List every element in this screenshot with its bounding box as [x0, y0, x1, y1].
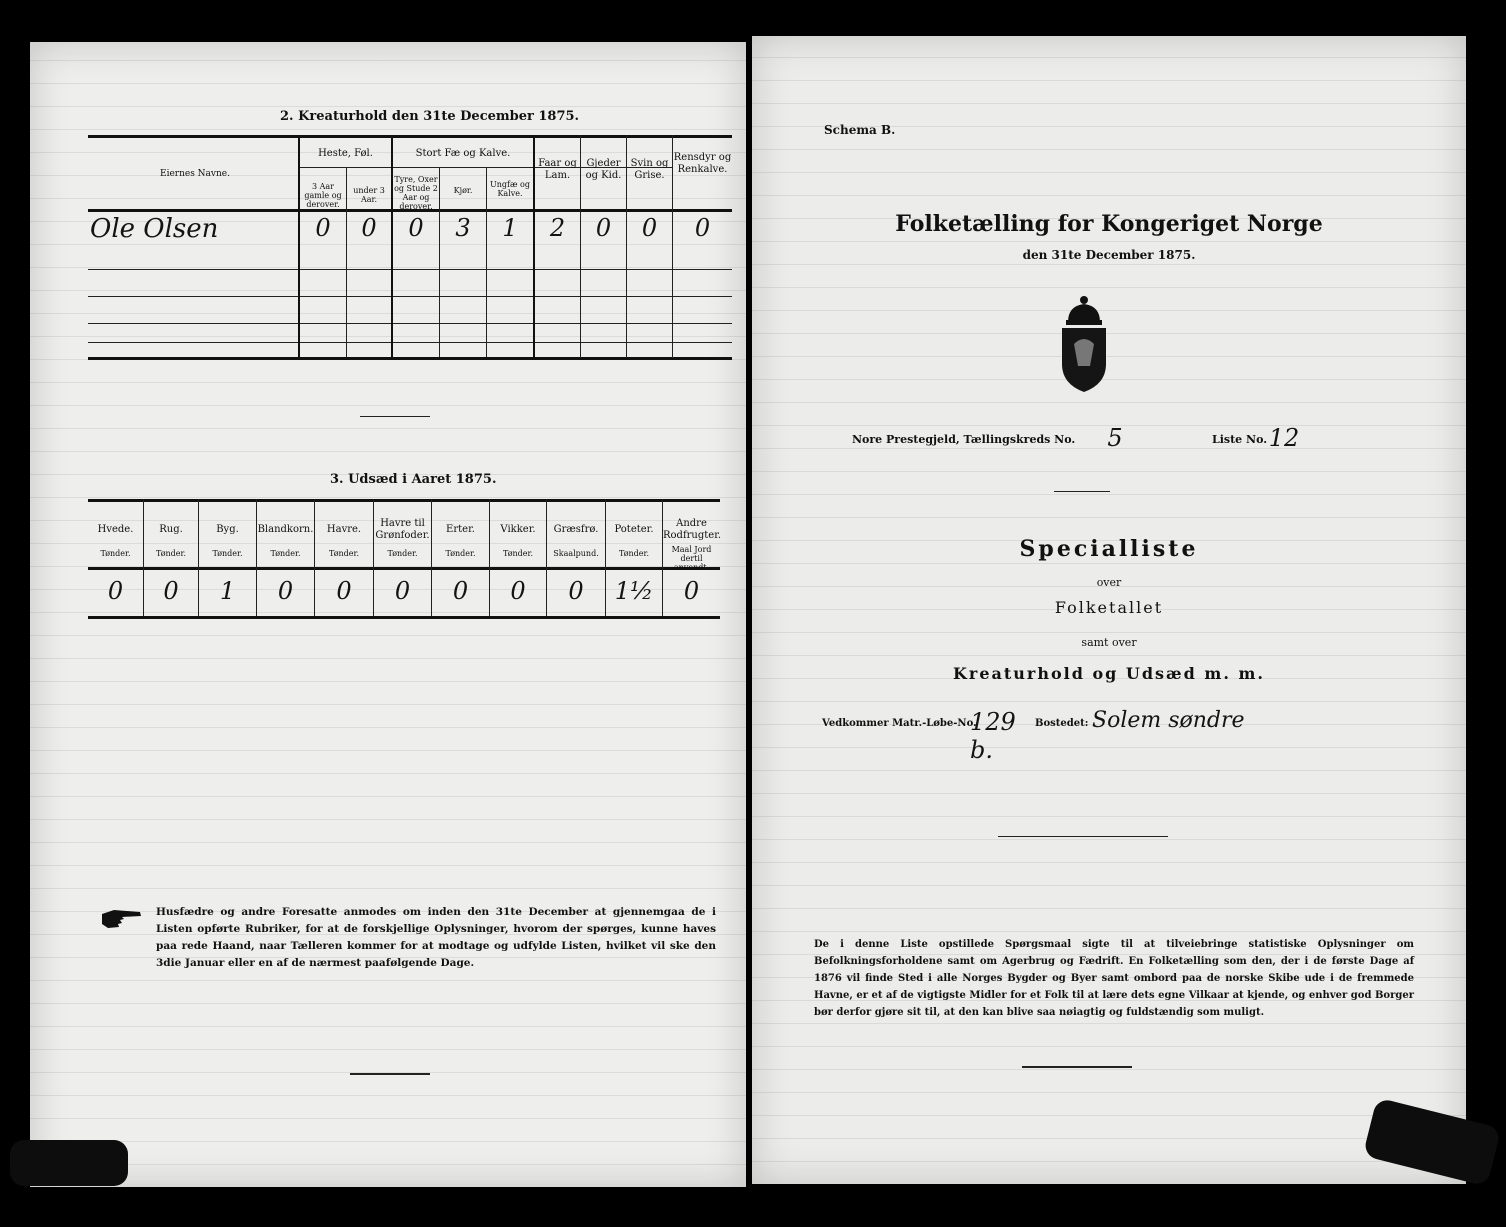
mixed-grain-header: Blandkorn.: [257, 524, 314, 535]
value-bulls: 0: [408, 214, 424, 242]
value-pigs: 0: [641, 214, 658, 242]
value-horses-old: 0: [315, 214, 331, 242]
barley-header: Byg.: [216, 524, 239, 535]
sheep-header: Faar og Lam.: [538, 158, 577, 181]
footer-text: De i denne Liste opstillede Spørgsmaal sigte til at tilveiebringe statistiske Oplysninger om Befolkningsforholdene samt om Agerbrug og Fædrift. En Folketælling som den, der i de første Dage af 1876 vil finde Sted i alle Norges Bygder og Byer samt ombord paa de norske Skibe ude i de fremmede Havne, er et af de vigtigste Midler for et Folk til at lære dets egne Vilkaar at kjende, og enhver god Borger bør derfor gjøre sit til, at den kan blive saa nøiagtig og fuldstændig som muligt.: [814, 939, 1414, 1018]
value-rye: 0: [163, 577, 179, 605]
section2-title: 2. Kreaturhold den 31te December 1875.: [280, 109, 580, 124]
owner-name: Ole Olsen: [90, 214, 219, 244]
bosted-value: Solem søndre: [1092, 708, 1245, 733]
value-barley: 1: [219, 577, 236, 605]
prestegjeld-label: Nore Prestegjeld, Tællingskreds No.: [852, 433, 1076, 446]
wheat-header: Hvede.: [97, 524, 134, 535]
goats-header: Gjeder og Kid.: [585, 158, 622, 181]
grass-seed-unit: Skaalpund.: [553, 549, 599, 558]
value-cows: 3: [455, 214, 471, 242]
wheat-unit: Tønder.: [100, 549, 131, 558]
value-grass-seed: 0: [568, 577, 584, 605]
specialliste-title: Specialliste: [1019, 536, 1199, 562]
reindeer-header: Rensdyr og Renkalve.: [673, 152, 732, 175]
oats-unit: Tønder.: [328, 549, 360, 558]
potatoes-unit: Tønder.: [618, 549, 650, 558]
value-mixed-grain: 0: [277, 577, 294, 605]
young-cattle-header: Ungfæ og Kalve.: [490, 180, 530, 198]
separator-rule: [360, 416, 430, 417]
green-oats-unit: Tønder.: [387, 549, 418, 558]
horses-header: Heste, Føl.: [318, 148, 373, 159]
kreds-value: 5: [1107, 424, 1123, 452]
bosted-label: Bostedet:: [1035, 718, 1089, 729]
barley-unit: Tønder.: [212, 549, 243, 558]
folketallet-text: Folketallet: [1054, 598, 1164, 617]
rye-unit: Tønder.: [155, 549, 187, 558]
kreaturhold-text: Kreaturhold og Udsæd m. m.: [953, 664, 1265, 683]
grass-seed-header: Græsfrø.: [553, 524, 599, 535]
notice-text: Husfædre og andre Foresatte anmodes om inden den 31te December at gjennemgaa de i Listen opførte Rubriker, for at de forskjellige Oplysninger, hvorom der spørges, kunne haves paa rede Haand, naar Tælleren kommer for at modtage og udfylde Listen, hvilket vil ske den 3die Januar eller en af de nærmest paafølgende Dage.: [156, 906, 716, 969]
table2-row-line: [88, 323, 732, 324]
oats-header: Havre.: [326, 524, 362, 535]
value-sheep: 2: [549, 214, 566, 242]
section3-title: 3. Udsæd i Aaret 1875.: [330, 472, 497, 487]
mixed-grain-unit: Tønder.: [270, 549, 301, 558]
value-peas: 0: [452, 577, 469, 605]
right-page: [752, 36, 1466, 1184]
other-roots-unit: Maal Jord dertil anvendt.: [671, 545, 712, 572]
table2-bottom-rule: [88, 357, 732, 360]
separator-rule: [998, 836, 1168, 837]
table2-row-line: [88, 342, 732, 343]
matr-value: 129 b.: [970, 708, 1016, 764]
table3-bottom-rule: [88, 616, 720, 619]
separator-rule: [1054, 491, 1110, 492]
cows-header: Kjør.: [453, 186, 473, 195]
table2-top-rule: [88, 135, 732, 138]
bottom-rule: [1022, 1066, 1132, 1068]
value-other-roots: 0: [683, 577, 700, 605]
table3-header-rule: [88, 567, 720, 570]
vetch-unit: Tønder.: [502, 549, 534, 558]
schema-label: Schema B.: [824, 123, 896, 137]
potatoes-header: Poteter.: [614, 524, 654, 535]
table3-top-rule: [88, 499, 720, 502]
scan-artifact: [10, 1140, 128, 1186]
horses-old-header: 3 Aar gamle og derover.: [304, 182, 342, 209]
value-vetch: 0: [510, 577, 526, 605]
table2-col-line: [391, 135, 393, 358]
liste-label: Liste No.: [1212, 433, 1268, 446]
pointing-hand-icon: [100, 906, 144, 932]
value-green-oats: 0: [394, 577, 411, 605]
value-horses-young: 0: [361, 214, 377, 242]
samt-over-text: samt over: [1081, 636, 1137, 649]
peas-header: Erter.: [446, 524, 475, 535]
value-reindeer: 0: [694, 214, 711, 242]
value-potatoes: 1½: [614, 577, 654, 605]
other-roots-header: Andre Rodfrugter.: [663, 518, 722, 541]
matr-label: Vedkommer Matr.-Løbe-No.: [822, 718, 977, 729]
table2-col-line: [298, 135, 300, 358]
owner-header: Eiernes Navne.: [160, 169, 230, 179]
bulls-header: Tyre, Oxer og Stude 2 Aar og derover.: [394, 175, 438, 211]
value-oats: 0: [336, 577, 352, 605]
main-title: Folketælling for Kongeriget Norge: [895, 211, 1323, 237]
left-page: [30, 42, 746, 1187]
over-text: over: [1096, 576, 1122, 589]
pigs-header: Svin og Grise.: [630, 158, 669, 181]
census-date: den 31te December 1875.: [1022, 248, 1196, 262]
table2-col-line: [439, 167, 440, 357]
value-young-cattle: 1: [502, 214, 518, 242]
rye-header: Rug.: [159, 524, 183, 535]
coat-of-arms-icon: [1054, 294, 1114, 394]
vetch-header: Vikker.: [500, 524, 536, 535]
peas-unit: Tønder.: [445, 549, 476, 558]
table2-row-line: [88, 296, 732, 297]
cattle-header: Stort Fæ og Kalve.: [415, 148, 511, 159]
green-oats-header: Havre til Grønfoder.: [375, 518, 430, 541]
table2-row-line: [88, 269, 732, 270]
bottom-rule: [350, 1073, 430, 1075]
liste-value: 12: [1268, 424, 1300, 452]
value-wheat: 0: [107, 577, 124, 605]
horses-young-header: under 3 Aar.: [353, 186, 385, 204]
value-goats: 0: [595, 214, 612, 242]
